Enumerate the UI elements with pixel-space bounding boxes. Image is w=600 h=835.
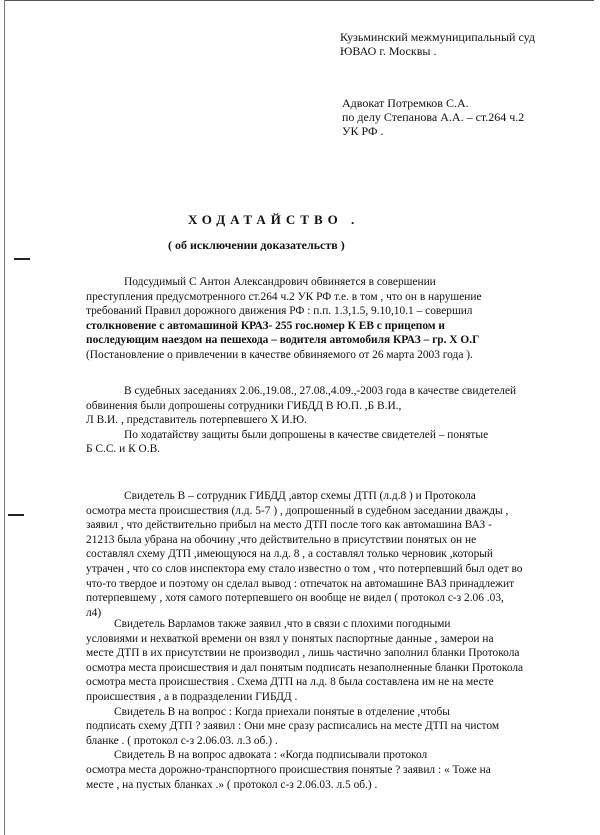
text-line: составлял схему ДТП ,имеющуюся на л.д. 8 , а составлял только черновик ,который — [86, 548, 494, 561]
paragraph-witnesses — [86, 384, 586, 457]
text-line: осмотра места происшествия и дал понятым подписать незаполненные бланки Протокола — [86, 661, 524, 674]
court-city: ЮВАО г. Москвы . — [340, 44, 437, 58]
text-line: По ходатайству защиты были допрошены в качестве свидетелей – понятые — [124, 428, 489, 441]
text-line: осмотра места происшествия . Схема ДТП на л.д. 8 была составлена им не на месте — [86, 676, 494, 689]
text-line: Свидетель В на вопрос адвоката : «Когда подписывали протокол — [114, 749, 428, 762]
text-line: заявил , что действительно прибыл на место ДТП после того как автомашина ВАЗ - — [86, 519, 492, 532]
text-line: утрачен , что со слов инспектора ему стало известно о том , что потерпевший был одет во — [86, 562, 523, 575]
text-line: В судебных заседаниях 2.06.,19.08., 27.08.,4.09.,-2003 года в качестве свидетелей — [124, 385, 517, 397]
lawyer-name: Адвокат Потремков С.А. — [342, 96, 469, 110]
paragraph-varlamov-testimony — [86, 617, 586, 792]
text-line: осмотра места происшествия (л.д. 5-7 ) , допрошенный в судебном заседании дважды , — [86, 504, 509, 517]
text-line: осмотра места дорожно-транспортного происшествия понятые ? заявил : « Тоже на — [86, 763, 491, 776]
text-line: происшествия , а в подразделении ГИБДД . — [86, 690, 298, 703]
document-title: ХОДАТАЙСТВО . — [188, 212, 360, 227]
text-line: потерпевшему , хотя самого потерпевшего он вообще не видел ( протокол с-з 2.06 .03, — [86, 592, 504, 605]
text-line: Свидетель В – сотрудник ГИБДД ,автор схемы ДТП (л.д.8 ) и Протокола — [124, 490, 476, 502]
paragraph-witness-testimony — [86, 489, 586, 620]
court-addressee — [340, 30, 535, 58]
text-line: л4) — [86, 606, 102, 619]
text-line: преступления предусмотренного ст.264 ч.2 УК РФ т.е. в том , что он в нарушение — [86, 290, 482, 303]
paragraph-accusation — [86, 275, 586, 363]
text-line: подписать схему ДТП ? заявил : Они мне сразу расписались на месте ДТП на чистом — [86, 720, 500, 733]
hole-punch-mark — [8, 514, 24, 516]
text-line: столкновение с автомашиной КРАЗ- 255 гос.номер К ЕВ с прицепом и — [86, 319, 445, 332]
text-line: Свидетель В на вопрос : Когда приехали понятые в отделение ,чтобы — [114, 705, 450, 718]
text-line: Свидетель Варламов также заявил ,что в связи с плохими погодными — [114, 618, 451, 630]
lawyer-case: по делу Степанова А.А. – ст.264 ч.2 — [342, 110, 525, 124]
text-line: (Постановление о привлечении в качестве обвиняемого от 26 марта 2003 года ). — [86, 348, 473, 361]
lawyer-sender — [342, 96, 524, 138]
text-line: месте ДТП в их присутствии не производил , лишь частично заполнил бланки Протокола — [86, 647, 520, 660]
text-line: 21213 была убрана на обочину ,что действительно в присутствии понятых он не — [86, 533, 477, 546]
court-name: Кузьминский межмуниципальный суд — [340, 30, 535, 44]
lawyer-article: УК РФ . — [342, 124, 384, 138]
text-line: Б С.С. и К О.В. — [86, 443, 161, 456]
text-line: бланке . ( протокол с-з 2.06.03. л.3 об.) . — [86, 734, 278, 747]
text-line: обвинения были допрошены сотрудники ГИБДД В Ю.П. ,Б В.И., — [86, 399, 402, 412]
text-line: последующим наездом на пешехода – водителя автомобиля КРАЗ – гр. Х О.Г — [86, 334, 480, 347]
scan-border-left — [4, 0, 5, 835]
text-line: Подсудимый С Антон Александрович обвиняется в совершении — [124, 276, 436, 288]
scan-border-top — [4, 0, 594, 1]
text-line: условиями и нехваткой времени он взял у понятых паспортные данные , замерои на — [86, 632, 494, 645]
text-line: Л В.И. , представитель потерпевшего Х И.Ю. — [86, 414, 307, 427]
text-line: месте , на пустых бланках .» ( протокол с-з 2.06.03. л.5 об.) . — [86, 778, 378, 791]
hole-punch-mark — [14, 258, 30, 260]
text-line: что-то твердое и поэтому он сделал вывод : отпечаток на автомашине ВАЗ принадлежит — [86, 577, 515, 590]
text-line: требований Правил дорожного движения РФ : п.п. 1.3,1.5, 9.10,10.1 – совершил — [86, 305, 473, 318]
document-subtitle: ( об исключении доказательств ) — [168, 238, 345, 252]
